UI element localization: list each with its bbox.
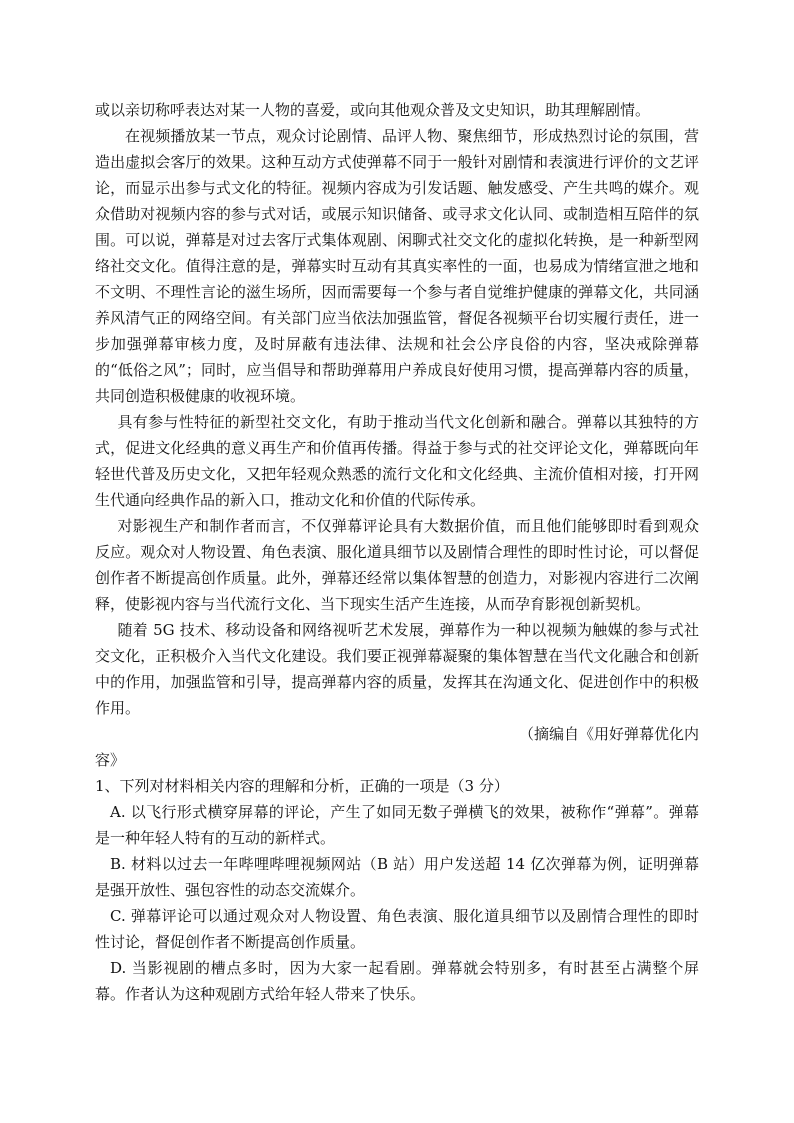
passage-paragraph-1: 在视频播放某一节点，观众讨论剧情、品评人物、聚焦细节，形成热烈讨论的氛围，营造出虚拟会客厅的效果。这种互动方式使弹幕不同于一般针对剧情和表演进行评价的文艺评论，而显示出参与式文化的特征。视频内容成为引发话题、触发感受、产生共鸣的媒介。观众借助对视频内容的参与式对话，或展示知识储备、或寻求文化认同、或制造相互陪伴的氛围。可以说，弹幕是对过去客厅式集体观剧、闲聊式社交文化的虚拟化转换，是一种新型网络社交文化。值得注意的是，弹幕实时互动有其真实率性的一面，也易成为情绪宣泄之地和不文明、不理性言论的滋生场所，因而需要每一个参与者自觉维护健康的弹幕文化，共同涵养风清气正的网络空间。有关部门应当依法加强监管，督促各视频平台切实履行责任，进一步加强弹幕审核力度，及时屏蔽有违法律、法规和社会公序良俗的内容，坚决戒除弹幕的“低俗之风”；同时，应当倡导和帮助弹幕用户养成良好使用习惯，提高弹幕内容的质量，共同创造积极健康的收视环境。 <box>95 127 699 405</box>
passage-paragraph-4: 随着 5G 技术、移动设备和网络视听艺术发展，弹幕作为一种以视频为触媒的参与式社交文化，正积极介入当代文化建设。我们要正视弹幕凝聚的集体智慧在当代文化融合和创新中的作用，加强监管和引导，提高弹幕内容的质量，发挥其在沟通文化、促进创作中的积极作用。 <box>95 621 699 717</box>
source-citation-end: 容》 <box>95 751 126 769</box>
passage-paragraph-2: 具有参与性特征的新型社交文化，有助于推动当代文化创新和融合。弹幕以其独特的方式，促进文化经典的意义再生产和价值再传播。得益于参与式的社交评论文化，弹幕既向年轻世代普及历史文化，又把年轻观众熟悉的流行文化和文化经典、主流价值相对接，打开网生代通向经典作品的新入口，推动文化和价值的代际传承。 <box>95 413 699 509</box>
question-option-b: B. 材料以过去一年哔哩哔哩视频网站（B 站）用户发送超 14 亿次弹幕为例，证明弹幕是强开放性、强包容性的动态交流媒介。 <box>95 855 699 899</box>
question-stem: 1、下列对材料相关内容的理解和分析，正确的一项是（3 分） <box>95 777 509 795</box>
source-citation: （摘编自《用好弹幕优化内 <box>518 725 699 743</box>
document-page <box>95 97 699 1007</box>
question-option-a: A. 以飞行形式横穿屏幕的评论，产生了如同无数子弹横飞的效果，被称作“弹幕”。弹幕是一种年轻人特有的互动的新样式。 <box>95 803 699 847</box>
passage-paragraph-3: 对影视生产和制作者而言，不仅弹幕评论具有大数据价值，而且他们能够即时看到观众反应。观众对人物设置、角色表演、服化道具细节以及剧情合理性的即时性讨论，可以督促创作者不断提高创作质量。此外，弹幕还经常以集体智慧的创造力，对影视内容进行二次阐释，使影视内容与当代流行文化、当下现实生活产生连接，从而孕育影视创新契机。 <box>95 517 699 613</box>
passage-paragraph-0: 或以亲切称呼表达对某一人物的喜爱，或向其他观众普及文史知识，助其理解剧情。 <box>95 101 651 119</box>
question-option-c: C. 弹幕评论可以通过观众对人物设置、角色表演、服化道具细节以及剧情合理性的即时性讨论，督促创作者不断提高创作质量。 <box>95 907 699 951</box>
question-option-d: D. 当影视剧的槽点多时，因为大家一起看剧。弹幕就会特别多，有时甚至占满整个屏幕。作者认为这种观剧方式给年轻人带来了快乐。 <box>95 959 699 1003</box>
